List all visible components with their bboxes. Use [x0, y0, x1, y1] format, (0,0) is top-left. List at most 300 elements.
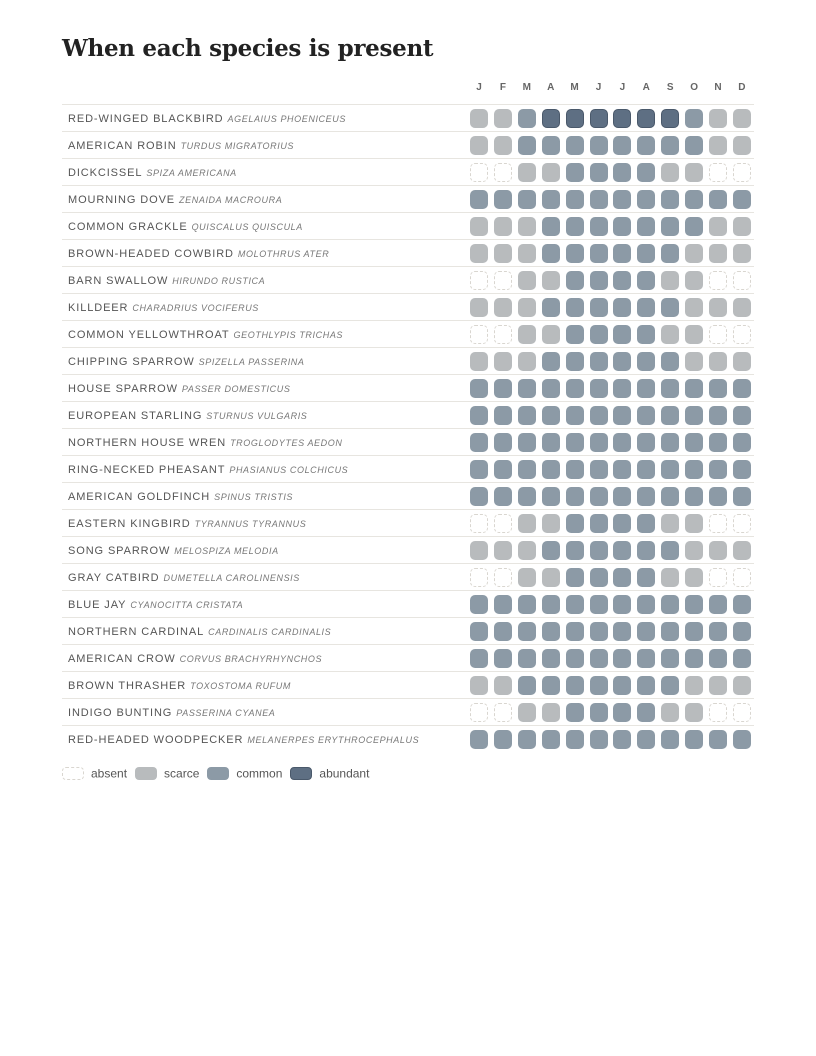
presence-cell-common — [542, 406, 560, 425]
month-label: A — [547, 82, 555, 93]
species-row — [62, 482, 754, 509]
chart-title: When each species is present — [62, 35, 434, 62]
species-scientific-name: TYRANNUS TYRANNUS — [194, 519, 307, 529]
species-row — [62, 617, 754, 644]
presence-cell-scarce — [518, 325, 536, 344]
species-scientific-name: MELOSPIZA MELODIA — [174, 546, 279, 556]
presence-cell-common — [590, 460, 608, 479]
presence-cell-scarce — [494, 244, 512, 263]
species-scientific-name: STURNUS VULGARIS — [206, 411, 308, 421]
species-common-name: RED-HEADED WOODPECKER — [68, 734, 244, 746]
species-scientific-name: CARDINALIS CARDINALIS — [208, 627, 332, 637]
species-common-name: NORTHERN HOUSE WREN — [68, 437, 227, 449]
presence-cell-scarce — [494, 352, 512, 371]
species-row — [62, 374, 754, 401]
species-row — [62, 212, 754, 239]
presence-cell-scarce — [733, 298, 751, 317]
presence-cell-common — [685, 460, 703, 479]
presence-cell-absent — [494, 703, 512, 722]
species-scientific-name: CORVUS BRACHYRHYNCHOS — [179, 654, 323, 664]
chart-container — [62, 34, 754, 781]
presence-cell-common — [470, 460, 488, 479]
presence-cell-scarce — [709, 109, 727, 128]
species-label — [68, 213, 303, 239]
presence-cell-common — [733, 649, 751, 668]
species-row — [62, 266, 754, 293]
legend-swatch — [290, 767, 312, 780]
presence-cell-common — [613, 622, 631, 641]
presence-cell-common — [613, 271, 631, 290]
presence-cell-scarce — [518, 298, 536, 317]
presence-cell-scarce — [685, 568, 703, 587]
presence-cell-common — [590, 487, 608, 506]
presence-cell-common — [685, 379, 703, 398]
species-row — [62, 401, 754, 428]
presence-cell-scarce — [518, 163, 536, 182]
presence-cell-common — [590, 541, 608, 560]
presence-cell-common — [637, 622, 655, 641]
presence-cell-common — [637, 136, 655, 155]
presence-cell-common — [494, 730, 512, 749]
presence-cell-common — [733, 379, 751, 398]
presence-cell-common — [661, 460, 679, 479]
presence-cell-scarce — [685, 325, 703, 344]
presence-cell-scarce — [470, 109, 488, 128]
presence-cell-common — [661, 136, 679, 155]
presence-cell-scarce — [733, 217, 751, 236]
month-label: J — [595, 82, 602, 93]
presence-cell-common — [685, 190, 703, 209]
species-scientific-name: PASSERINA CYANEA — [176, 708, 276, 718]
species-row — [62, 536, 754, 563]
presence-cell-common — [637, 217, 655, 236]
species-common-name: INDIGO BUNTING — [68, 707, 173, 719]
presence-cell-common — [542, 217, 560, 236]
species-common-name: NORTHERN CARDINAL — [68, 626, 205, 638]
presence-cell-common — [566, 406, 584, 425]
presence-cell-common — [637, 163, 655, 182]
presence-cell-common — [542, 676, 560, 695]
species-row — [62, 131, 754, 158]
presence-cell-common — [470, 595, 488, 614]
presence-cell-common — [566, 703, 584, 722]
presence-cell-absent — [709, 703, 727, 722]
species-row — [62, 239, 754, 266]
presence-cell-common — [566, 163, 584, 182]
presence-cell-common — [637, 649, 655, 668]
presence-cell-scarce — [661, 568, 679, 587]
presence-cell-scarce — [542, 514, 560, 533]
presence-cell-scarce — [733, 109, 751, 128]
presence-cell-common — [590, 703, 608, 722]
presence-cell-common — [709, 190, 727, 209]
presence-cell-common — [613, 730, 631, 749]
presence-cell-common — [542, 379, 560, 398]
presence-cell-common — [685, 622, 703, 641]
presence-cell-common — [542, 595, 560, 614]
presence-cell-abundant — [661, 109, 679, 128]
month-header — [62, 64, 754, 104]
presence-cell-common — [518, 487, 536, 506]
species-row — [62, 320, 754, 347]
presence-cell-common — [566, 676, 584, 695]
species-scientific-name: SPIZELLA PASSERINA — [198, 357, 305, 367]
presence-cell-common — [566, 568, 584, 587]
species-label — [68, 321, 343, 347]
month-label: F — [499, 82, 506, 93]
presence-cell-common — [709, 406, 727, 425]
presence-cell-common — [637, 514, 655, 533]
presence-cell-common — [709, 595, 727, 614]
presence-cell-common — [590, 730, 608, 749]
presence-cell-common — [733, 190, 751, 209]
presence-cell-common — [637, 730, 655, 749]
presence-cell-scarce — [542, 703, 560, 722]
species-row — [62, 293, 754, 320]
presence-cell-common — [733, 622, 751, 641]
presence-cell-common — [566, 433, 584, 452]
species-common-name: SONG SPARROW — [68, 545, 171, 557]
presence-cell-common — [709, 649, 727, 668]
legend-item-scarce — [135, 764, 199, 782]
presence-cell-scarce — [518, 514, 536, 533]
species-common-name: EASTERN KINGBIRD — [68, 518, 191, 530]
presence-cell-common — [661, 217, 679, 236]
presence-cell-scarce — [661, 514, 679, 533]
presence-cell-common — [494, 406, 512, 425]
presence-cell-common — [685, 487, 703, 506]
species-scientific-name: CHARADRIUS VOCIFERUS — [132, 303, 259, 313]
presence-cell-scarce — [494, 298, 512, 317]
presence-cell-scarce — [470, 676, 488, 695]
legend-swatch — [207, 767, 229, 780]
species-row — [62, 644, 754, 671]
presence-cell-common — [637, 487, 655, 506]
legend-swatch — [135, 767, 157, 780]
presence-cell-common — [542, 730, 560, 749]
species-scientific-name: SPIZA AMERICANA — [146, 168, 237, 178]
presence-cell-common — [590, 298, 608, 317]
species-scientific-name: QUISCALUS QUISCULA — [191, 222, 303, 232]
presence-cell-common — [470, 487, 488, 506]
presence-cell-common — [590, 595, 608, 614]
presence-cell-common — [590, 433, 608, 452]
species-label — [68, 159, 237, 185]
presence-cell-scarce — [494, 136, 512, 155]
presence-cell-common — [590, 271, 608, 290]
species-label — [68, 240, 329, 266]
species-scientific-name: PASSER DOMESTICUS — [181, 384, 291, 394]
presence-cell-scarce — [470, 298, 488, 317]
presence-cell-absent — [470, 514, 488, 533]
presence-cell-common — [590, 244, 608, 263]
species-row — [62, 104, 754, 131]
presence-cell-common — [613, 676, 631, 695]
presence-cell-absent — [709, 163, 727, 182]
presence-cell-common — [566, 730, 584, 749]
presence-cell-common — [566, 190, 584, 209]
presence-cell-common — [494, 595, 512, 614]
species-common-name: GRAY CATBIRD — [68, 572, 160, 584]
presence-cell-common — [590, 163, 608, 182]
presence-cell-common — [542, 244, 560, 263]
presence-cell-common — [613, 352, 631, 371]
presence-cell-common — [661, 433, 679, 452]
month-label: J — [476, 82, 482, 93]
species-scientific-name: TURDUS MIGRATORIUS — [180, 141, 295, 151]
presence-cell-absent — [733, 325, 751, 344]
presence-cell-scarce — [685, 514, 703, 533]
presence-cell-scarce — [709, 244, 727, 263]
species-label — [68, 672, 291, 698]
presence-cell-scarce — [518, 568, 536, 587]
month-label: M — [522, 82, 531, 93]
species-label — [68, 294, 259, 320]
species-common-name: MOURNING DOVE — [68, 194, 176, 206]
presence-cell-common — [542, 622, 560, 641]
presence-cell-common — [613, 190, 631, 209]
presence-cell-common — [470, 622, 488, 641]
species-label — [68, 375, 290, 401]
presence-cell-scarce — [494, 541, 512, 560]
presence-cell-common — [494, 622, 512, 641]
presence-cell-common — [637, 379, 655, 398]
presence-cell-common — [685, 433, 703, 452]
presence-cell-common — [518, 460, 536, 479]
presence-cell-common — [613, 649, 631, 668]
presence-cell-common — [661, 649, 679, 668]
presence-cell-common — [518, 190, 536, 209]
species-common-name: KILLDEER — [68, 302, 129, 314]
presence-cell-common — [613, 433, 631, 452]
species-common-name: BROWN THRASHER — [68, 680, 187, 692]
species-row — [62, 509, 754, 536]
species-row — [62, 671, 754, 698]
presence-cell-common — [685, 406, 703, 425]
presence-cell-common — [590, 325, 608, 344]
presence-cell-common — [470, 190, 488, 209]
presence-cell-scarce — [733, 541, 751, 560]
species-scientific-name: HIRUNDO RUSTICA — [172, 276, 266, 286]
presence-cell-common — [590, 379, 608, 398]
presence-cell-common — [566, 487, 584, 506]
presence-cell-absent — [494, 514, 512, 533]
presence-cell-common — [542, 352, 560, 371]
presence-cell-common — [566, 649, 584, 668]
presence-cell-common — [637, 271, 655, 290]
presence-cell-abundant — [542, 109, 560, 128]
presence-cell-common — [470, 730, 488, 749]
species-scientific-name: ZENAIDA MACROURA — [179, 195, 283, 205]
species-label — [68, 591, 243, 617]
presence-cell-scarce — [542, 325, 560, 344]
presence-cell-common — [613, 568, 631, 587]
presence-cell-common — [518, 406, 536, 425]
presence-cell-scarce — [709, 352, 727, 371]
presence-cell-scarce — [685, 676, 703, 695]
species-row — [62, 455, 754, 482]
species-common-name: CHIPPING SPARROW — [68, 356, 195, 368]
presence-cell-common — [637, 541, 655, 560]
presence-cell-common — [566, 595, 584, 614]
presence-cell-common — [518, 649, 536, 668]
species-common-name: HOUSE SPARROW — [68, 383, 178, 395]
species-label — [68, 726, 419, 752]
presence-cell-scarce — [518, 244, 536, 263]
presence-cell-scarce — [470, 541, 488, 560]
presence-cell-common — [518, 730, 536, 749]
presence-cell-common — [661, 595, 679, 614]
presence-cell-common — [566, 271, 584, 290]
presence-cell-absent — [470, 163, 488, 182]
presence-cell-common — [470, 649, 488, 668]
species-common-name: AMERICAN CROW — [68, 653, 176, 665]
presence-cell-common — [590, 514, 608, 533]
presence-cell-common — [590, 352, 608, 371]
species-common-name: COMMON YELLOWTHROAT — [68, 329, 230, 341]
presence-cell-common — [661, 541, 679, 560]
presence-cell-absent — [470, 271, 488, 290]
legend-swatch — [62, 767, 84, 780]
presence-cell-common — [566, 352, 584, 371]
presence-cell-common — [590, 676, 608, 695]
species-scientific-name: GEOTHLYPIS TRICHAS — [233, 330, 344, 340]
species-scientific-name: TOXOSTOMA RUFUM — [190, 681, 291, 691]
presence-cell-scarce — [470, 244, 488, 263]
presence-cell-common — [542, 298, 560, 317]
species-label — [68, 564, 300, 590]
presence-cell-common — [733, 433, 751, 452]
presence-cell-common — [637, 325, 655, 344]
presence-cell-common — [709, 622, 727, 641]
month-label: A — [642, 82, 650, 93]
presence-cell-common — [470, 379, 488, 398]
species-scientific-name: MELANERPES ERYTHROCEPHALUS — [247, 735, 420, 745]
presence-cell-absent — [470, 568, 488, 587]
presence-cell-scarce — [685, 298, 703, 317]
presence-cell-scarce — [494, 109, 512, 128]
presence-cell-common — [518, 676, 536, 695]
species-common-name: COMMON GRACKLE — [68, 221, 188, 233]
species-label — [68, 348, 305, 374]
presence-cell-scarce — [518, 541, 536, 560]
presence-cell-common — [494, 487, 512, 506]
presence-cell-common — [637, 568, 655, 587]
legend-label: scarce — [164, 766, 200, 781]
presence-cell-common — [733, 406, 751, 425]
presence-cell-scarce — [661, 325, 679, 344]
presence-cell-scarce — [494, 676, 512, 695]
presence-cell-common — [709, 730, 727, 749]
presence-cell-abundant — [590, 109, 608, 128]
presence-cell-common — [518, 136, 536, 155]
species-scientific-name: MOLOTHRUS ATER — [237, 249, 330, 259]
presence-cell-common — [637, 244, 655, 263]
species-common-name: RED-WINGED BLACKBIRD — [68, 113, 224, 125]
presence-cell-common — [590, 190, 608, 209]
legend-item-absent — [62, 764, 127, 782]
presence-cell-scarce — [709, 136, 727, 155]
presence-cell-absent — [709, 325, 727, 344]
presence-cell-common — [637, 352, 655, 371]
presence-cell-common — [661, 406, 679, 425]
presence-cell-scarce — [709, 676, 727, 695]
presence-cell-common — [518, 433, 536, 452]
presence-cell-absent — [494, 568, 512, 587]
species-label — [68, 429, 342, 455]
species-common-name: BLUE JAY — [68, 599, 127, 611]
presence-cell-common — [566, 622, 584, 641]
legend-label: absent — [91, 766, 128, 781]
legend-item-common — [207, 764, 282, 782]
presence-cell-scarce — [518, 217, 536, 236]
presence-cell-common — [566, 244, 584, 263]
presence-cell-common — [661, 622, 679, 641]
legend-label: common — [236, 766, 283, 781]
presence-cell-scarce — [518, 703, 536, 722]
species-row — [62, 185, 754, 212]
presence-cell-absent — [494, 325, 512, 344]
species-common-name: RING-NECKED PHEASANT — [68, 464, 226, 476]
presence-cell-common — [613, 703, 631, 722]
presence-cell-common — [518, 109, 536, 128]
species-label — [68, 267, 265, 293]
presence-cell-common — [590, 622, 608, 641]
presence-cell-absent — [470, 703, 488, 722]
presence-cell-common — [637, 460, 655, 479]
presence-cell-common — [709, 379, 727, 398]
presence-cell-common — [613, 595, 631, 614]
presence-cell-scarce — [518, 352, 536, 371]
species-common-name: DICKCISSEL — [68, 167, 143, 179]
presence-cell-common — [542, 649, 560, 668]
presence-cell-common — [590, 649, 608, 668]
month-label: O — [690, 82, 698, 93]
presence-cell-scarce — [733, 352, 751, 371]
presence-cell-scarce — [685, 541, 703, 560]
presence-cell-abundant — [566, 109, 584, 128]
species-label — [68, 645, 322, 671]
presence-cell-common — [613, 217, 631, 236]
species-row — [62, 725, 754, 752]
presence-cell-common — [613, 379, 631, 398]
species-common-name: EUROPEAN STARLING — [68, 410, 203, 422]
presence-cell-common — [637, 703, 655, 722]
presence-cell-common — [566, 325, 584, 344]
species-row — [62, 347, 754, 374]
species-label — [68, 456, 348, 482]
presence-cell-scarce — [470, 352, 488, 371]
presence-cell-common — [613, 298, 631, 317]
presence-cell-common — [590, 568, 608, 587]
presence-cell-absent — [470, 325, 488, 344]
species-scientific-name: DUMETELLA CAROLINENSIS — [163, 573, 300, 583]
presence-cell-common — [613, 460, 631, 479]
presence-cell-common — [661, 730, 679, 749]
presence-cell-common — [518, 622, 536, 641]
presence-cell-scarce — [518, 271, 536, 290]
presence-cell-common — [566, 460, 584, 479]
presence-cell-common — [494, 190, 512, 209]
presence-cell-common — [637, 676, 655, 695]
presence-cell-common — [733, 487, 751, 506]
presence-cell-absent — [709, 514, 727, 533]
presence-cell-absent — [733, 514, 751, 533]
presence-cell-common — [661, 487, 679, 506]
presence-cell-common — [613, 514, 631, 533]
presence-cell-absent — [494, 163, 512, 182]
species-row — [62, 563, 754, 590]
